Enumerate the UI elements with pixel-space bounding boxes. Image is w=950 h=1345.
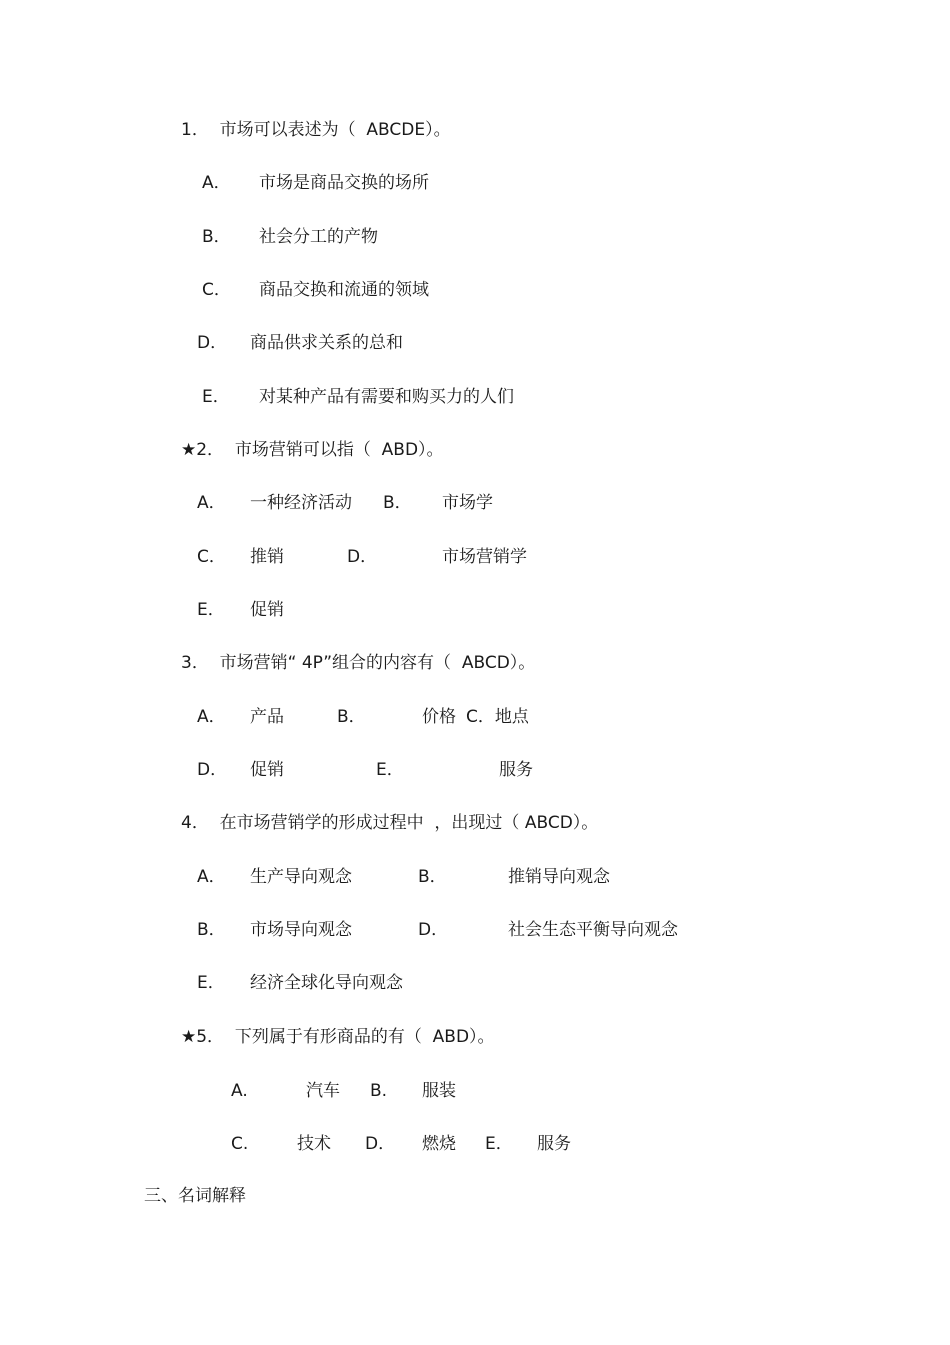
option-text: 技术: [297, 1134, 331, 1154]
option-label: B．: [383, 493, 412, 513]
option-label: B.: [370, 1081, 388, 1101]
option-label: A．: [197, 867, 226, 887]
question-4-stem: 4． 在市场营销学的形成过程中 ，出现过（ ABCD）。: [181, 813, 599, 833]
option-text: 商品供求关系的总和: [250, 333, 403, 353]
option-text: 社会生态平衡导向观念: [508, 920, 678, 940]
option-label: A．: [197, 707, 226, 727]
option-text: 推销导向观念: [508, 867, 610, 887]
option-text: 燃烧: [422, 1134, 456, 1154]
option-text: 价格: [422, 707, 456, 727]
question-2-stem: ★2． 市场营销可以指（ ABD）。: [181, 440, 444, 460]
option-text: 促销: [250, 600, 284, 620]
option-label: C．: [202, 280, 231, 300]
option-text: 推销: [250, 547, 284, 567]
option-label: B．: [337, 707, 366, 727]
option-label: A.: [231, 1081, 248, 1101]
option-text: 服务: [537, 1134, 571, 1154]
option-text: 生产导向观念: [250, 867, 352, 887]
option-label: C.: [231, 1134, 249, 1154]
option-label: E．: [197, 973, 225, 993]
option-label: B．: [197, 920, 226, 940]
option-label: D．: [418, 920, 449, 940]
option-label: B．: [418, 867, 447, 887]
option-label: E．: [202, 387, 230, 407]
option-label: E．: [485, 1134, 513, 1154]
option-label: A．: [197, 493, 226, 513]
option-label: D．: [347, 547, 378, 567]
option-label: E．: [376, 760, 404, 780]
option-text: 经济全球化导向观念: [250, 973, 403, 993]
option-text: 促销: [250, 760, 284, 780]
option-text: 市场学: [442, 493, 493, 513]
section-heading: 三、名词解释: [144, 1186, 246, 1206]
option-label: D．: [365, 1134, 396, 1154]
option-text: 汽车: [306, 1081, 340, 1101]
option-label: B．: [202, 227, 231, 247]
option-label: A．: [202, 173, 231, 193]
option-text: 服装: [422, 1081, 456, 1101]
question-3-stem: 3． 市场营销“ 4P”组合的内容有（ ABCD）。: [181, 653, 536, 673]
option-label: C．: [197, 547, 226, 567]
option-text: 对某种产品有需要和购买力的人们: [259, 387, 514, 407]
question-5-stem: ★5． 下列属于有形商品的有（ ABD）。: [181, 1027, 495, 1047]
option-label: E．: [197, 600, 225, 620]
option-text: 市场营销学: [442, 547, 527, 567]
option-text: 产品: [250, 707, 284, 727]
option-text: 服务: [499, 760, 533, 780]
question-1-stem: 1． 市场可以表述为（ ABCDE）。: [181, 120, 451, 140]
option-label: D．: [197, 760, 228, 780]
option-text: 市场导向观念: [250, 920, 352, 940]
option-text: C．地点: [466, 707, 529, 727]
option-text: 一种经济活动: [250, 493, 352, 513]
option-text: 市场是商品交换的场所: [259, 173, 429, 193]
option-text: 商品交换和流通的领域: [259, 280, 429, 300]
option-label: D．: [197, 333, 228, 353]
option-text: 社会分工的产物: [259, 227, 378, 247]
